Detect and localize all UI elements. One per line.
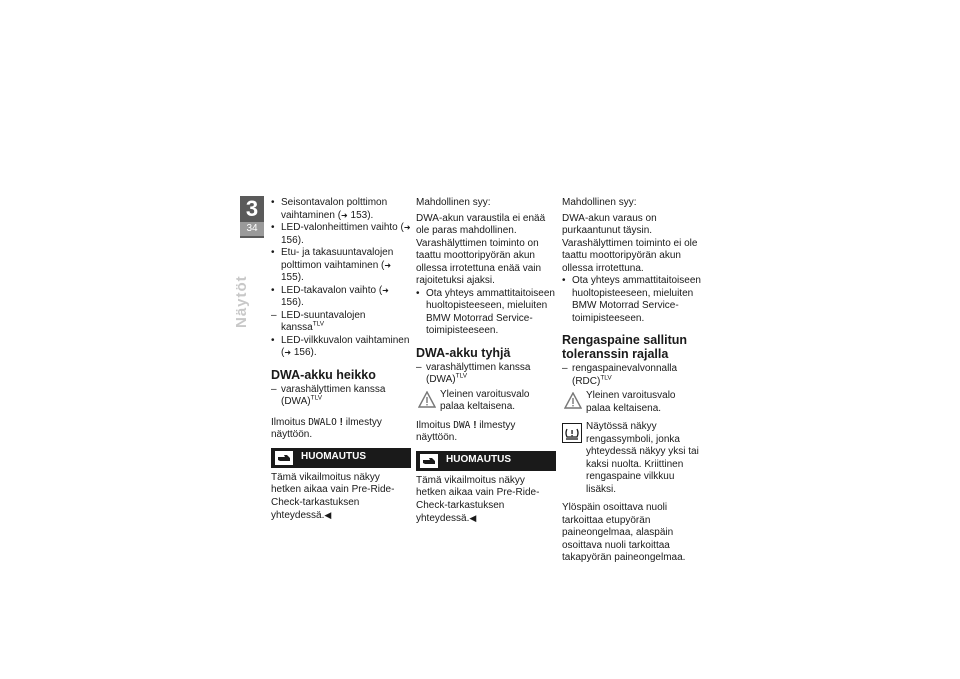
warning-text: Yleinen varoitusvalo palaa keltaisena. [586,390,676,414]
arrow-icon: ➜ [403,223,411,232]
tire-pressure-icon [562,423,582,443]
list-item: • Seisontavalon polttimon vaihtaminen (➜ 153). [271,197,411,222]
display-message: Ilmoitus DWA ! ilmestyy näyttöön. [416,419,516,443]
option-line: – rengaspainevalvonnalla (RDC)$^{TLV}$ [562,363,702,388]
list-item: • LED-takavalon vaihto (➜ 156). [271,285,411,310]
display-message: Ilmoitus DWALO ! ilmestyy näyttöön. [271,416,382,440]
list-item: • Ota yhteys ammattitaitoiseen huoltopisteeseen, mieluiten BMW Motorrad Service-toimipisteeseen. [416,288,556,338]
column-1 [271,197,411,529]
chapter-number: 3 [245,196,259,221]
end-mark-icon: ◀ [469,513,477,523]
option-line: – varashälyttimen kanssa (DWA)$^{TLV}$ [416,362,556,387]
display-code: DWA [453,419,471,431]
notice-banner: HUOMAUTUS [416,451,556,471]
warning-mark: ! [339,416,343,428]
section-heading: DWA-akku heikko [271,367,376,382]
list-item: • Ota yhteys ammattitaitoiseen huoltopisteeseen, mieluiten BMW Motorrad Service-toimipisteeseen. [562,275,702,325]
cause-label: Mahdollinen syy: [416,197,491,208]
section-heading: DWA-akku tyhjä [416,345,511,360]
chapter-tab [240,196,264,238]
arrow-icon: ➜ [382,285,389,295]
pointing-hand-icon [420,454,438,468]
cause-text: DWA-akun varaus on purkaantunut täysin. Varashälyttimen toiminto ei ole taattu moottoripyörän akun ollessa irrotettuna. [562,212,698,274]
display-code: DWALO [308,416,337,428]
end-mark-icon: ◀ [324,510,332,520]
pointing-hand-icon [275,451,293,465]
warning-row [416,389,556,414]
column-2 [416,197,556,532]
list-item: • LED-vilkkuvalon vaihtaminen (➜ 156). [271,335,411,360]
notice-text: Tämä vikailmoitus näkyy hetken aikaa vain Pre-Ride-Check-tarkastuksen yhteydessä.◀ [416,474,540,524]
notice-banner: HUOMAUTUS [271,448,411,468]
tire-pressure-row [562,421,702,496]
cause-label: Mahdollinen syy: [562,197,637,208]
notice-text: Tämä vikailmoitus näkyy hetken aikaa vain Pre-Ride-Check-tarkastuksen yhteydessä.◀ [271,471,395,521]
column-3 [562,197,702,571]
arrow-icon: ➜ [384,260,392,270]
section-title: Näytöt [233,275,250,328]
cause-text: DWA-akun varaustila ei enää ole paras mahdollinen. Varashälyttimen toiminto on taattu moottoripyörän akun ollessa irrotettuna enää vain rajoitetuksi ajaksi. [416,212,546,286]
warning-triangle-icon [564,392,582,410]
section-heading: Rengaspaine sallitun toleranssin rajalla [562,333,688,361]
tire-pressure-text: Näytössä näkyy rengassymboli, jonka yhteydessä näkyy yksi tai kaksi nuolta. Kriittinen rengaspaine vilkkuu lisäksi. [586,421,699,495]
list-item: • Etu- ja takasuuntavalojen polttimon vaihtaminen (➜ 155). [271,247,411,285]
arrow-icon: ➜ [284,348,292,357]
warning-row [562,390,702,415]
arrows-text: Ylöspäin osoittava nuoli tarkoittaa etupyörän paineongelmaa, alaspäin osoittava nuoli tarkoittaa takapyörän paineongelmaa. [562,502,686,563]
warning-mark: ! [473,419,477,431]
option-line: – varashälyttimen kanssa (DWA)$^{TLV}$ [271,384,411,409]
arrow-icon: ➜ [341,210,348,220]
page-number: 34 [240,222,264,236]
warning-text: Yleinen varoitusvalo palaa keltaisena. [440,388,530,412]
warning-triangle-icon [418,391,436,409]
list-item: • LED-valonheittimen vaihto (➜ 156). [271,222,411,247]
option-line: – LED-suuntavalojen kanssa$^{TLV}$ [271,310,411,335]
